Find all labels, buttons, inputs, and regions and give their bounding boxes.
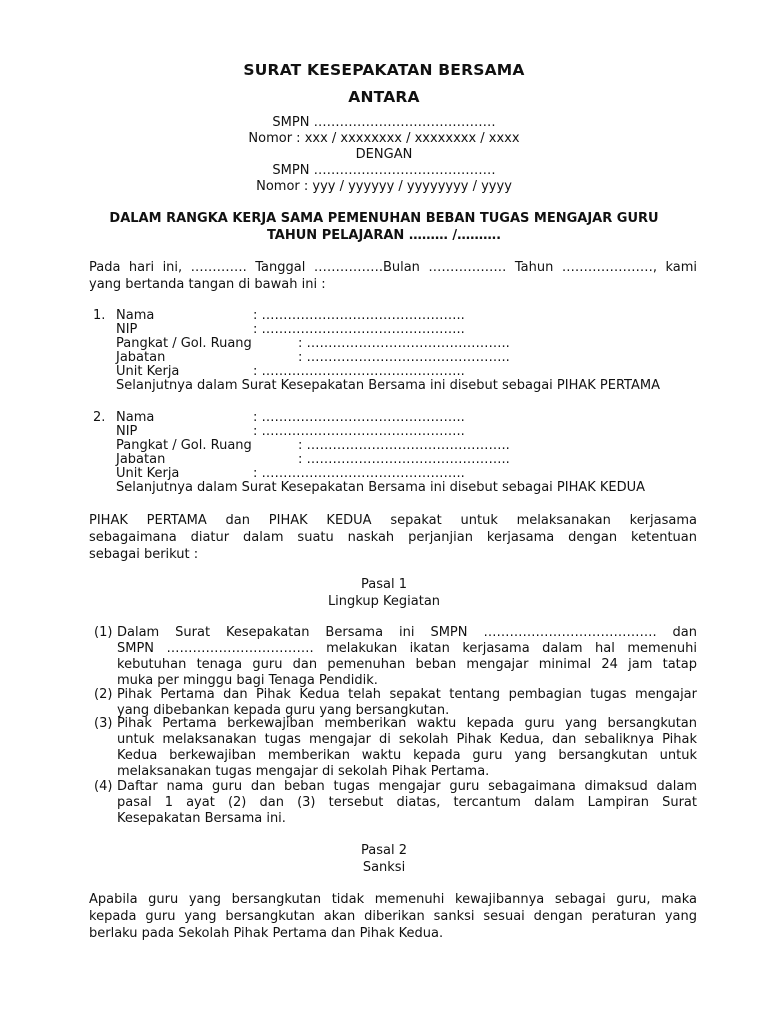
field-label: NIP — [116, 424, 138, 439]
item-number: (3) — [94, 716, 113, 731]
field-label: Pangkat / Gol. Ruang — [116, 438, 252, 453]
opening-line-1: Pada hari ini, …………. Tanggal …………….Bulan ……………… Tahun …………………, kami — [89, 260, 697, 275]
field-value: : ……………………………………….. — [298, 452, 510, 467]
item-line: Dalam Surat Kesepakatan Bersama ini SMPN …………………………………. dan — [117, 625, 697, 640]
pasal-2-paragraph — [89, 891, 697, 942]
field-label: Jabatan — [116, 452, 166, 467]
field-value: : ……………………………………….. — [253, 364, 465, 379]
item-line: Pihak Pertama berkewajiban memberikan waktu kepada guru yang bersangkutan — [117, 716, 697, 731]
field-value: : ……………………………………….. — [253, 308, 465, 323]
item-number: (2) — [94, 687, 113, 702]
opening-line-2: yang bertanda tangan di bawah ini : — [89, 277, 326, 292]
party1-number: Nomor : xxx / xxxxxxxx / xxxxxxxx / xxxx — [248, 131, 520, 146]
agreement-line-2: sebagaimana diatur dalam suatu naskah perjanjian kerjasama dengan ketentuan — [89, 530, 697, 545]
field-label: Nama — [116, 410, 155, 425]
pasal-2-title: Sanksi — [362, 860, 406, 875]
agreement-line-3: sebagai berikut : — [89, 547, 199, 562]
agreement-paragraph — [89, 512, 697, 563]
pasal-1-title: Lingkup Kegiatan — [327, 594, 441, 609]
field-label: NIP — [116, 322, 138, 337]
item-number: (4) — [94, 779, 113, 794]
field-value: : ……………………………………….. — [298, 438, 510, 453]
between-label: DENGAN — [355, 147, 413, 162]
heading-line-1: DALAM RANGKA KERJA SAMA PEMENUHAN BEBAN TUGAS MENGAJAR GURU — [109, 211, 659, 226]
item-line: melaksanakan tugas mengajar di sekolah Pihak Pertama. — [117, 764, 490, 779]
field-value: : ……………………………………….. — [253, 466, 465, 481]
heading-line-2: TAHUN PELAJARAN ……… /………. — [266, 228, 502, 243]
field-value: : ……………………………………….. — [253, 322, 465, 337]
item-line: kebutuhan tenaga guru dan pemenuhan beban mengajar minimal 24 jam tatap — [117, 657, 697, 672]
item-line: Daftar nama guru dan beban tugas mengajar guru sebagaimana dimaksud dalam — [117, 779, 697, 794]
item-line: yang dibebankan kepada guru yang bersangkutan. — [117, 703, 450, 718]
field-value: : ……………………………………….. — [298, 350, 510, 365]
item-line: Pihak Pertama dan Pihak Kedua telah sepakat tentang pembagian tugas mengajar — [117, 687, 697, 702]
opening-paragraph — [89, 259, 697, 293]
pasal-2-line: kepada guru yang bersangkutan akan diberikan sanksi sesuai dengan peraturan yang — [89, 909, 697, 924]
field-label: Jabatan — [116, 350, 166, 365]
item-line: pasal 1 ayat (2) dan (3) tersebut diatas, tercantum dalam Lampiran Surat — [117, 795, 697, 810]
party2-school: SMPN …………………………………… — [272, 163, 496, 178]
item-line: Kedua berkewajiban memberikan waktu kepada guru yang bersangkutan untuk — [117, 748, 697, 763]
item-line: SMPN ……………………………. melakukan ikatan kerjasama dalam hal memenuhi — [117, 641, 697, 656]
party1-school: SMPN …………………………………… — [272, 115, 496, 130]
party-2-number: 2. — [93, 410, 106, 425]
field-label: Unit Kerja — [116, 364, 180, 379]
document-subtitle: ANTARA — [348, 88, 420, 106]
item-line: untuk melaksanakan tugas mengajar di sekolah Pihak Kedua, dan sebaliknya Pihak — [117, 732, 697, 747]
agreement-line-1: PIHAK PERTAMA dan PIHAK KEDUA sepakat untuk melaksanakan kerjasama — [89, 513, 697, 528]
item-line: Kesepakatan Bersama ini. — [117, 811, 286, 826]
party-2-designation: Selanjutnya dalam Surat Kesepakatan Bersama ini disebut sebagai PIHAK KEDUA — [116, 480, 646, 495]
field-label: Pangkat / Gol. Ruang — [116, 336, 252, 351]
party2-number: Nomor : yyy / yyyyyy / yyyyyyyy / yyyy — [256, 179, 512, 194]
field-value: : ……………………………………….. — [253, 424, 465, 439]
party-1-designation: Selanjutnya dalam Surat Kesepakatan Bersama ini disebut sebagai PIHAK PERTAMA — [116, 378, 660, 393]
field-label: Nama — [116, 308, 155, 323]
field-label: Unit Kerja — [116, 466, 180, 481]
document-title: SURAT KESEPAKATAN BERSAMA — [243, 61, 525, 79]
pasal-1-number: Pasal 1 — [361, 577, 407, 592]
item-line: muka per minggu bagi Tenaga Pendidik. — [117, 673, 378, 688]
field-value: : ……………………………………….. — [298, 336, 510, 351]
pasal-2-number: Pasal 2 — [361, 843, 407, 858]
party-1-number: 1. — [93, 308, 106, 323]
field-value: : ……………………………………….. — [253, 410, 465, 425]
pasal-2-line: berlaku pada Sekolah Pihak Pertama dan Pihak Kedua. — [89, 926, 444, 941]
item-number: (1) — [94, 625, 113, 640]
pasal-2-line: Apabila guru yang bersangkutan tidak memenuhi kewajibannya sebagai guru, maka — [89, 892, 697, 907]
